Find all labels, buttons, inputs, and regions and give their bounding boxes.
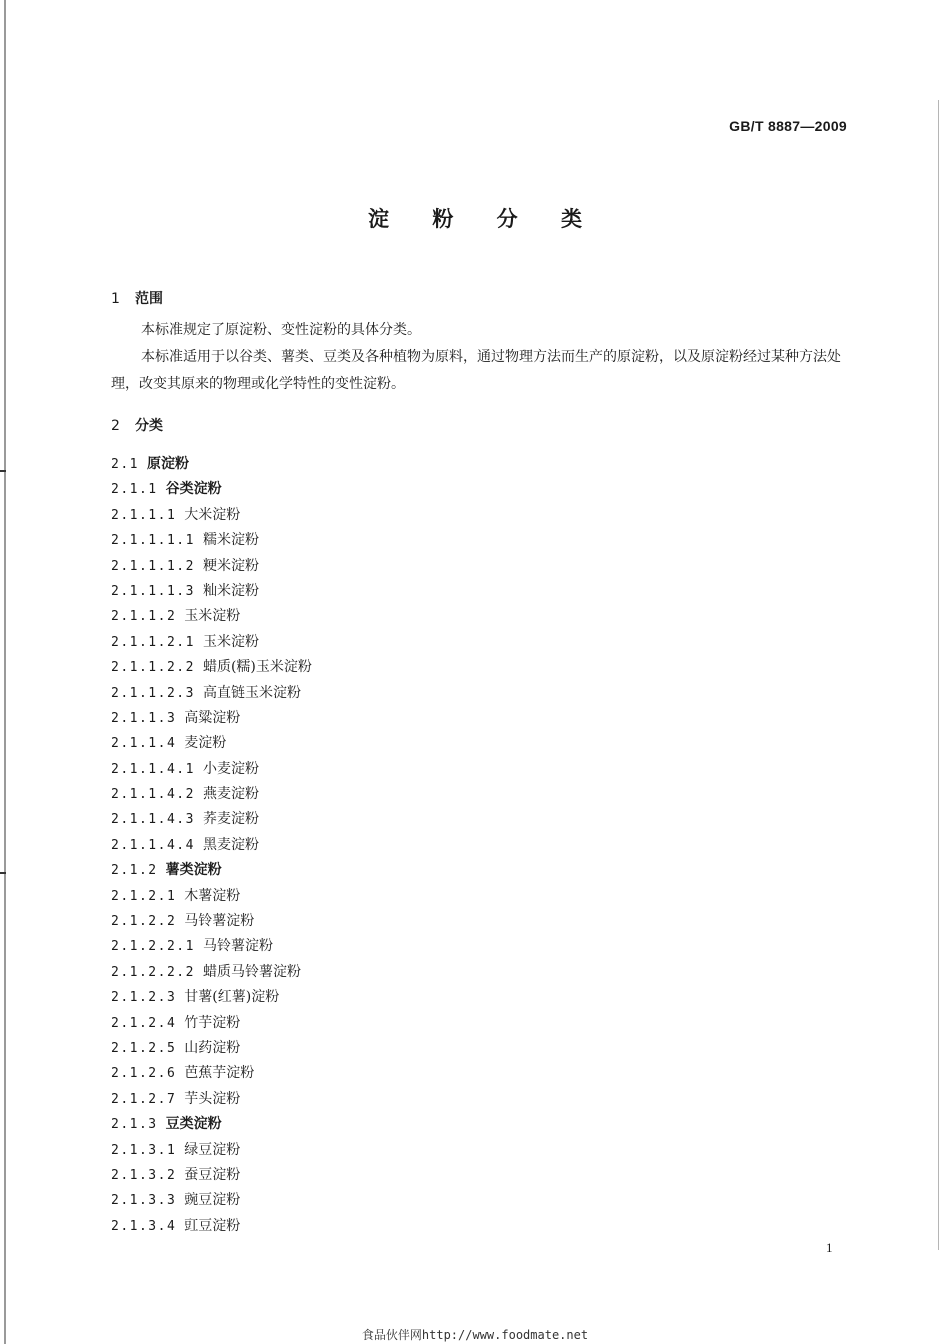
item-number: 2.1 bbox=[111, 457, 139, 472]
item-label: 豌豆淀粉 bbox=[184, 1192, 241, 1209]
item-label: 木薯淀粉 bbox=[184, 887, 241, 904]
section-number: 2 bbox=[111, 418, 120, 434]
item-label: 糯米淀粉 bbox=[202, 532, 259, 549]
item-label: 绿豆淀粉 bbox=[184, 1141, 241, 1158]
classification-item bbox=[111, 681, 811, 706]
classification-item bbox=[111, 884, 811, 909]
classification-item bbox=[111, 1138, 811, 1163]
classification-item bbox=[111, 960, 811, 985]
classification-item bbox=[111, 1036, 811, 1061]
item-number: 2.1.1 bbox=[111, 482, 158, 498]
item-number: 2.1.1.2.3 bbox=[111, 685, 195, 701]
item-label: 豇豆淀粉 bbox=[184, 1217, 241, 1234]
classification-item bbox=[111, 604, 811, 629]
item-label: 小麦淀粉 bbox=[202, 760, 259, 777]
item-number: 2.1.1.2.2 bbox=[111, 660, 195, 676]
item-number: 2.1.3.2 bbox=[111, 1167, 177, 1183]
scan-mark bbox=[0, 872, 6, 874]
item-number: 2.1.3.3 bbox=[111, 1193, 177, 1209]
section-heading-classification bbox=[111, 415, 163, 435]
item-number: 2.1.1.4.3 bbox=[111, 812, 195, 828]
item-label: 蜡质(糯)玉米淀粉 bbox=[202, 659, 312, 676]
item-label: 甘薯(红薯)淀粉 bbox=[184, 989, 280, 1006]
item-number: 2.1.2 bbox=[111, 863, 158, 879]
item-number: 2.1.1.1.1 bbox=[111, 533, 195, 549]
item-number: 2.1.3.1 bbox=[111, 1142, 177, 1158]
scope-paragraph-1: 本标准规定了原淀粉、变性淀粉的具体分类。 bbox=[141, 322, 421, 338]
classification-item bbox=[111, 503, 811, 528]
item-label: 芭蕉芋淀粉 bbox=[184, 1065, 255, 1082]
classification-item bbox=[111, 579, 811, 604]
footer-watermark: 食品伙伴网http://www.foodmate.net bbox=[361, 1328, 589, 1342]
item-label: 玉米淀粉 bbox=[184, 608, 241, 625]
item-number: 2.1.1.2.1 bbox=[111, 634, 195, 650]
item-label: 原淀粉 bbox=[146, 456, 189, 472]
item-number: 2.1.2.5 bbox=[111, 1040, 177, 1056]
item-number: 2.1.1.1.2 bbox=[111, 558, 195, 574]
section-title: 分类 bbox=[135, 418, 163, 434]
classification-item bbox=[111, 782, 811, 807]
classification-item bbox=[111, 1011, 811, 1036]
classification-item bbox=[111, 934, 811, 959]
item-number: 2.1.1.4.4 bbox=[111, 837, 195, 853]
scan-mark bbox=[0, 470, 6, 472]
classification-item bbox=[111, 528, 811, 553]
item-label: 麦淀粉 bbox=[184, 735, 227, 752]
item-label: 高直链玉米淀粉 bbox=[202, 684, 301, 701]
item-label: 燕麦淀粉 bbox=[202, 786, 259, 803]
classification-item bbox=[111, 833, 811, 858]
classification-item bbox=[111, 731, 811, 756]
item-number: 2.1.1.4.1 bbox=[111, 761, 195, 777]
scope-paragraph-2: 本标准适用于以谷类、薯类、豆类及各种植物为原料，通过物理方法而生产的原淀粉，以及原淀粉经过某种方法处理，改变其原来的物理或化学特性的变性淀粉。 bbox=[111, 349, 841, 392]
section-heading-scope bbox=[111, 288, 163, 308]
classification-item bbox=[111, 807, 811, 832]
item-number: 2.1.2.4 bbox=[111, 1015, 177, 1031]
item-label: 谷类淀粉 bbox=[165, 481, 222, 498]
item-number: 2.1.1.4 bbox=[111, 736, 177, 752]
classification-item bbox=[111, 630, 811, 655]
item-number: 2.1.2.2.2 bbox=[111, 964, 195, 980]
item-label: 马铃薯淀粉 bbox=[202, 938, 273, 955]
classification-item bbox=[111, 452, 811, 477]
classification-item bbox=[111, 909, 811, 934]
item-number: 2.1.1.1.3 bbox=[111, 583, 195, 599]
section-title: 范围 bbox=[135, 291, 163, 307]
scan-edge-right bbox=[938, 100, 939, 1250]
item-label: 竹芋淀粉 bbox=[184, 1014, 241, 1031]
classification-item bbox=[111, 757, 811, 782]
item-number: 2.1.2.7 bbox=[111, 1091, 177, 1107]
item-number: 2.1.1.3 bbox=[111, 710, 177, 726]
item-label: 薯类淀粉 bbox=[165, 862, 222, 879]
section-number: 1 bbox=[111, 291, 120, 307]
classification-item bbox=[111, 1061, 811, 1086]
classification-item bbox=[111, 477, 811, 502]
classification-item bbox=[111, 1163, 811, 1188]
page-number: 1 bbox=[826, 1240, 833, 1255]
classification-item bbox=[111, 985, 811, 1010]
item-number: 2.1.2.1 bbox=[111, 888, 177, 904]
classification-item bbox=[111, 1087, 811, 1112]
classification-item bbox=[111, 1214, 811, 1239]
item-label: 大米淀粉 bbox=[184, 506, 241, 523]
document-title: 淀 粉 分 类 bbox=[368, 207, 600, 231]
classification-item bbox=[111, 655, 811, 680]
item-label: 豆类淀粉 bbox=[165, 1116, 222, 1133]
item-label: 山药淀粉 bbox=[184, 1039, 241, 1056]
item-label: 玉米淀粉 bbox=[202, 633, 259, 650]
item-label: 芋头淀粉 bbox=[184, 1090, 241, 1107]
item-number: 2.1.1.1 bbox=[111, 507, 177, 523]
item-number: 2.1.1.4.2 bbox=[111, 787, 195, 803]
scan-edge-left bbox=[4, 0, 6, 1344]
item-label: 蚕豆淀粉 bbox=[184, 1166, 241, 1183]
classification-item bbox=[111, 1112, 811, 1137]
item-number: 2.1.2.2.1 bbox=[111, 939, 195, 955]
item-number: 2.1.3.4 bbox=[111, 1218, 177, 1234]
classification-list bbox=[111, 452, 811, 1239]
item-label: 马铃薯淀粉 bbox=[184, 913, 255, 930]
classification-item bbox=[111, 706, 811, 731]
item-label: 籼米淀粉 bbox=[202, 582, 259, 599]
item-label: 蜡质马铃薯淀粉 bbox=[202, 963, 301, 980]
item-number: 2.1.2.2 bbox=[111, 914, 177, 930]
classification-item bbox=[111, 1188, 811, 1213]
item-number: 2.1.1.2 bbox=[111, 609, 177, 625]
item-number: 2.1.2.6 bbox=[111, 1066, 177, 1082]
item-label: 高粱淀粉 bbox=[184, 709, 241, 726]
item-number: 2.1.3 bbox=[111, 1117, 158, 1133]
item-label: 黑麦淀粉 bbox=[202, 836, 259, 853]
classification-item bbox=[111, 858, 811, 883]
item-label: 粳米淀粉 bbox=[202, 557, 259, 574]
item-number: 2.1.2.3 bbox=[111, 990, 177, 1006]
classification-item bbox=[111, 554, 811, 579]
item-label: 荞麦淀粉 bbox=[202, 811, 259, 828]
standard-code: GB/T 8887—2009 bbox=[729, 118, 847, 134]
